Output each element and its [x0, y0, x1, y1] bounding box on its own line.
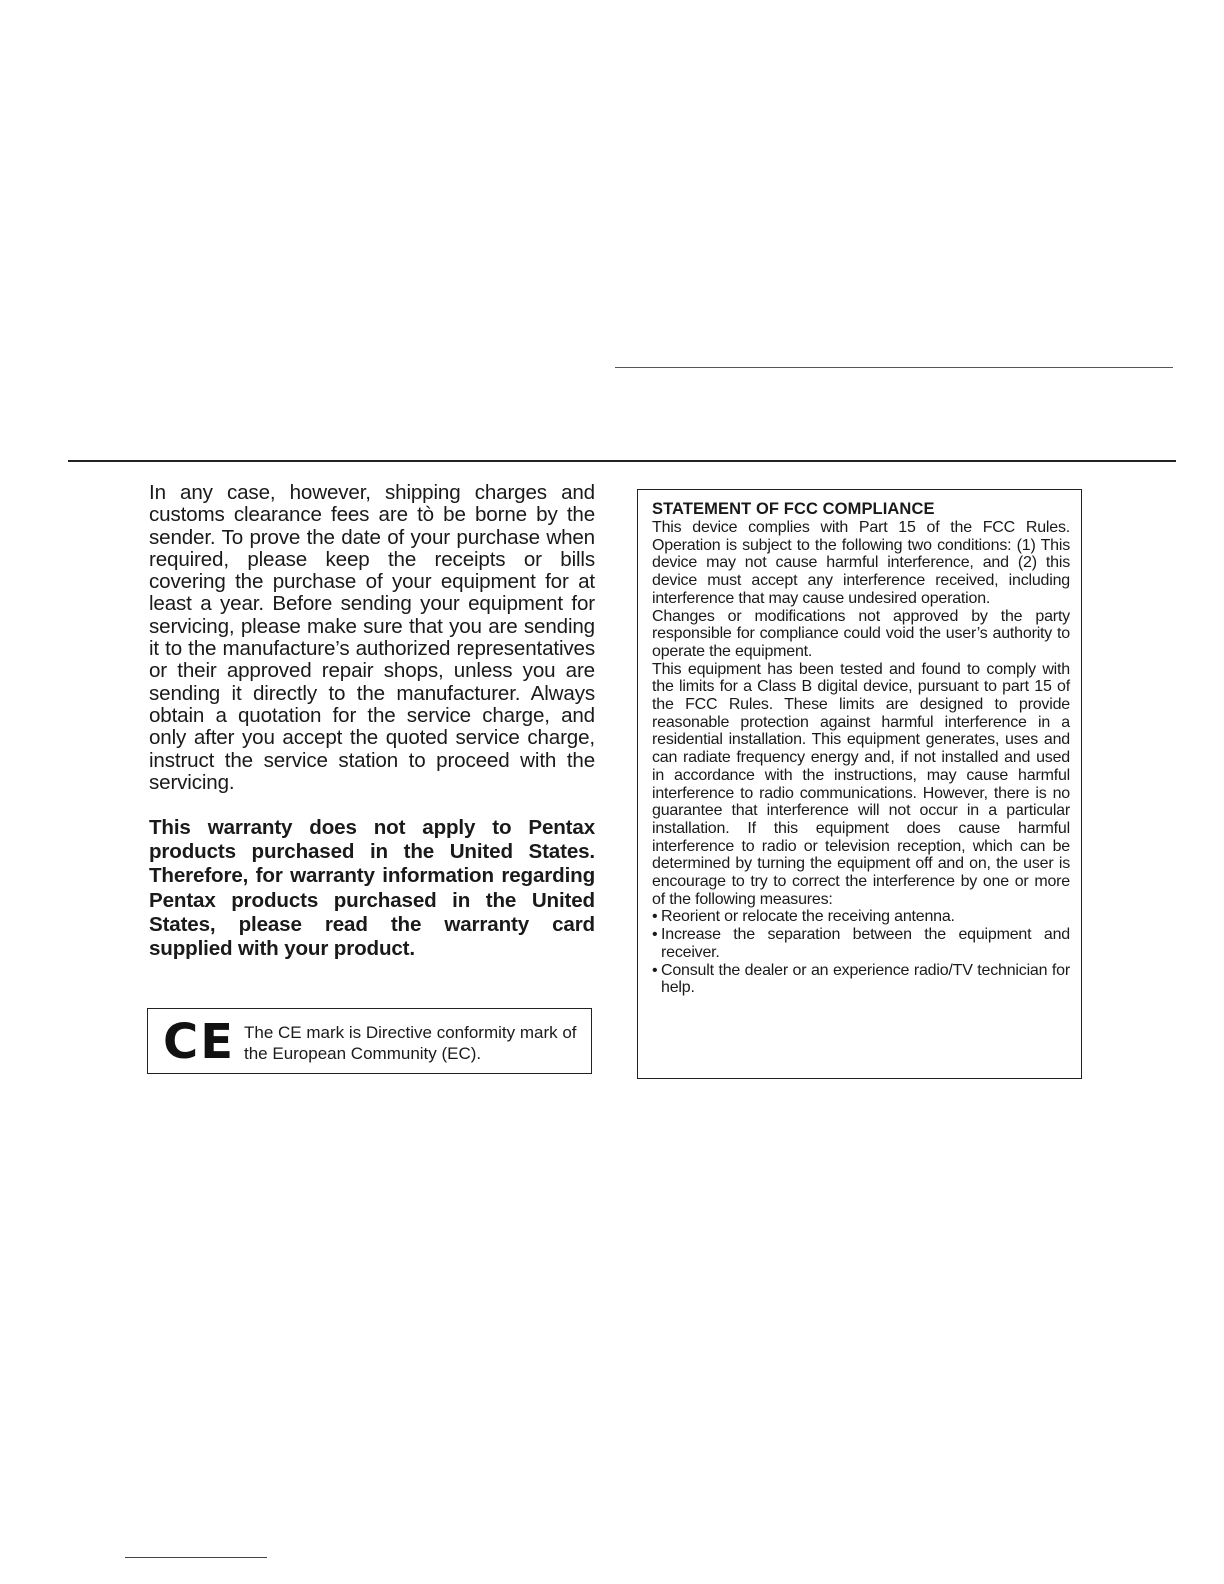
ce-mark-text: The CE mark is Directive conformity mark of the European Community (EC). — [244, 1023, 577, 1063]
bullet-icon: • — [652, 908, 658, 926]
ce-mark-box — [147, 1008, 592, 1074]
shipping-paragraph: In any case, however, shipping charges and customs clearance fees are tò be borne by the sender. To prove the date of your purchase when required, please keep the receipts or bills covering the purchase of your equipment for at least a year. Before sending your equipment for servicing, please make sure that you are sending it to the manufacture’s authorized representatives or their approved repair shops, unless you are sending it directly to the manufacturer. Always obtain a quotation for the service charge, and only after you accept the quoted service charge, instruct the service station to proceed with the servicing. — [149, 481, 595, 794]
list-item: • Increase the separation between the equipment and receiver. — [652, 926, 1070, 961]
bullet-icon: • — [652, 961, 658, 979]
fcc-measures-list — [652, 908, 1070, 997]
header-divider-rule — [68, 460, 1176, 462]
fcc-compliance-box — [637, 489, 1082, 1079]
list-item: • Reorient or relocate the receiving antenna. — [652, 908, 955, 926]
list-item: • Consult the dealer or an experience radio/TV technician for help. — [652, 961, 1070, 997]
top-right-rule — [615, 367, 1173, 368]
ce-mark-icon: CE — [163, 1014, 236, 1070]
warranty-notice: This warranty does not apply to Pentax products purchased in the United States. Therefore, for warranty information regarding Pentax products purchased in the United States, please read the warranty card supplied with your product. — [149, 816, 595, 961]
footnote-rule — [125, 1557, 267, 1558]
fcc-paragraph-conditions: This device complies with Part 15 of the FCC Rules. Operation is subject to the following two conditions: (1) This device may not cause harmful interference, and (2) this device must accept any interference received, including interference that may cause undesired operation. — [652, 519, 1070, 607]
fcc-paragraph-modifications: Changes or modifications not approved by the party responsible for compliance could void the user’s authority to operate the equipment. — [652, 607, 1070, 660]
left-column — [149, 481, 595, 961]
bullet-icon: • — [652, 926, 658, 944]
fcc-title: STATEMENT OF FCC COMPLIANCE — [652, 500, 935, 518]
fcc-paragraph-class-b: This equipment has been tested and found to comply with the limits for a Class B digital device, pursuant to part 15 of the FCC Rules. These limits are designed to provide reasonable protection against harmful interference in a residential installation. This equipment generates, uses and can radiate frequency energy and, if not installed and used in accordance with the instructions, may cause harmful interference to radio communications. However, there is no guarantee that interference will not occur in a particular installation. If this equipment does cause harmful interference to radio or television reception, which can be determined by turning the equipment off and on, the user is encourage to try to correct the interference by one or more of the following measures: — [652, 660, 1070, 908]
